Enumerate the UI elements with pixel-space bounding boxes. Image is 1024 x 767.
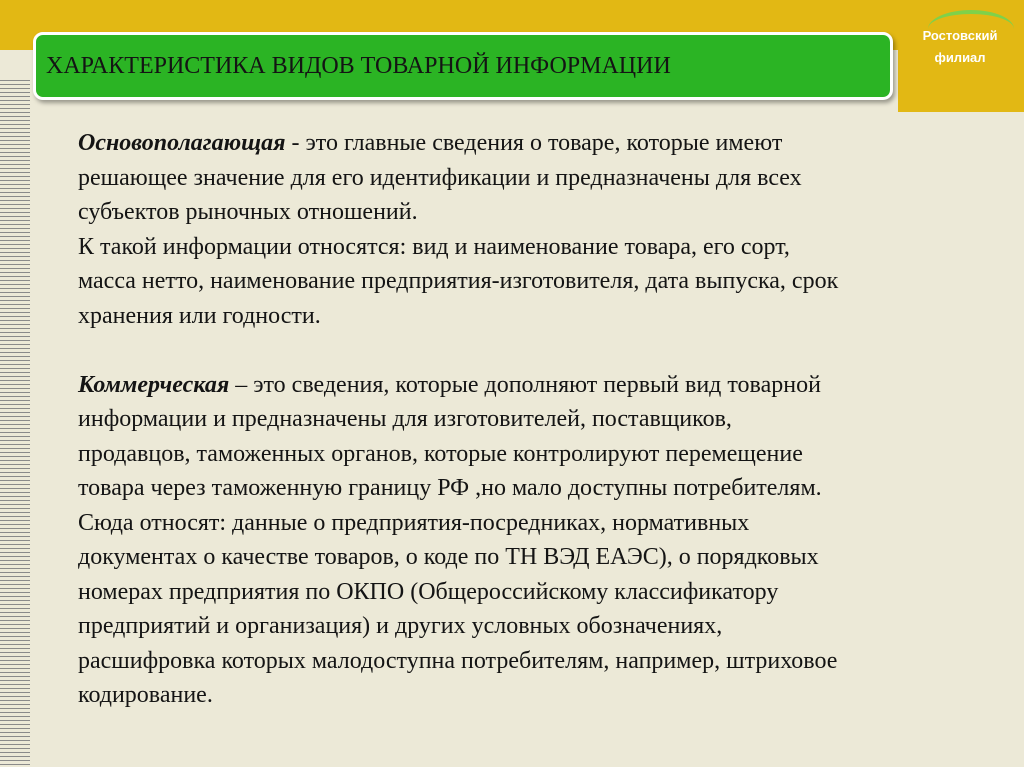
section2-line4: товара через таможенную границу РФ ,но мало доступны потребителям. [78, 475, 822, 501]
slide-title: ХАРАКТЕРИСТИКА ВИДОВ ТОВАРНОЙ ИНФОРМАЦИИ [46, 53, 671, 79]
logo-text-line1: Ростовский [922, 28, 998, 43]
section2-line10: кодирование. [78, 682, 213, 708]
section1-line1 [78, 126, 998, 161]
logo-text-line2: филиал [934, 50, 986, 65]
section2-term: Коммерческая [78, 371, 230, 398]
left-striped-border [0, 80, 30, 767]
slide-body [78, 126, 998, 713]
section1-line4: К такой информации относятся: вид и наименование товара, его сорт, [78, 233, 790, 260]
section1-line1-text: - это главные сведения о товаре, которые имеют [285, 130, 783, 156]
section1-line2: решающее значение для его идентификации и предназначены для всех [78, 164, 802, 191]
section2-line6: документах о качестве товаров, о коде по ТН ВЭД ЕАЭС), о порядковых [78, 544, 819, 570]
section2-line9: расшифровка которых малодоступна потребителям, например, штриховое [78, 647, 838, 674]
section2-line7: номерах предприятия по ОКПО (Общероссийскому классификатору [78, 578, 779, 605]
section1-line3: субъектов рыночных отношений. [78, 199, 418, 225]
section2-line5: Сюда относят: данные о предприятия-посредниках, нормативных [78, 509, 750, 536]
section1-term: Основополагающая [78, 130, 286, 156]
section2-line3: продавцов, таможенных органов, которые контролируют перемещение [78, 440, 803, 467]
section2-line1-text: – это сведения, которые дополняют первый вид товарной [229, 371, 821, 398]
section2-line2: информации и предназначены для изготовителей, поставщиков, [78, 406, 732, 432]
section2-line8: предприятий и организация) и других условных обозначениях, [78, 613, 723, 639]
paragraph-gap [78, 333, 998, 368]
section2-line1 [78, 368, 998, 403]
section1-line5: масса нетто, наименование предприятия-изготовителя, дата выпуска, срок [78, 268, 839, 294]
section1-line6: хранения или годности. [78, 302, 321, 329]
